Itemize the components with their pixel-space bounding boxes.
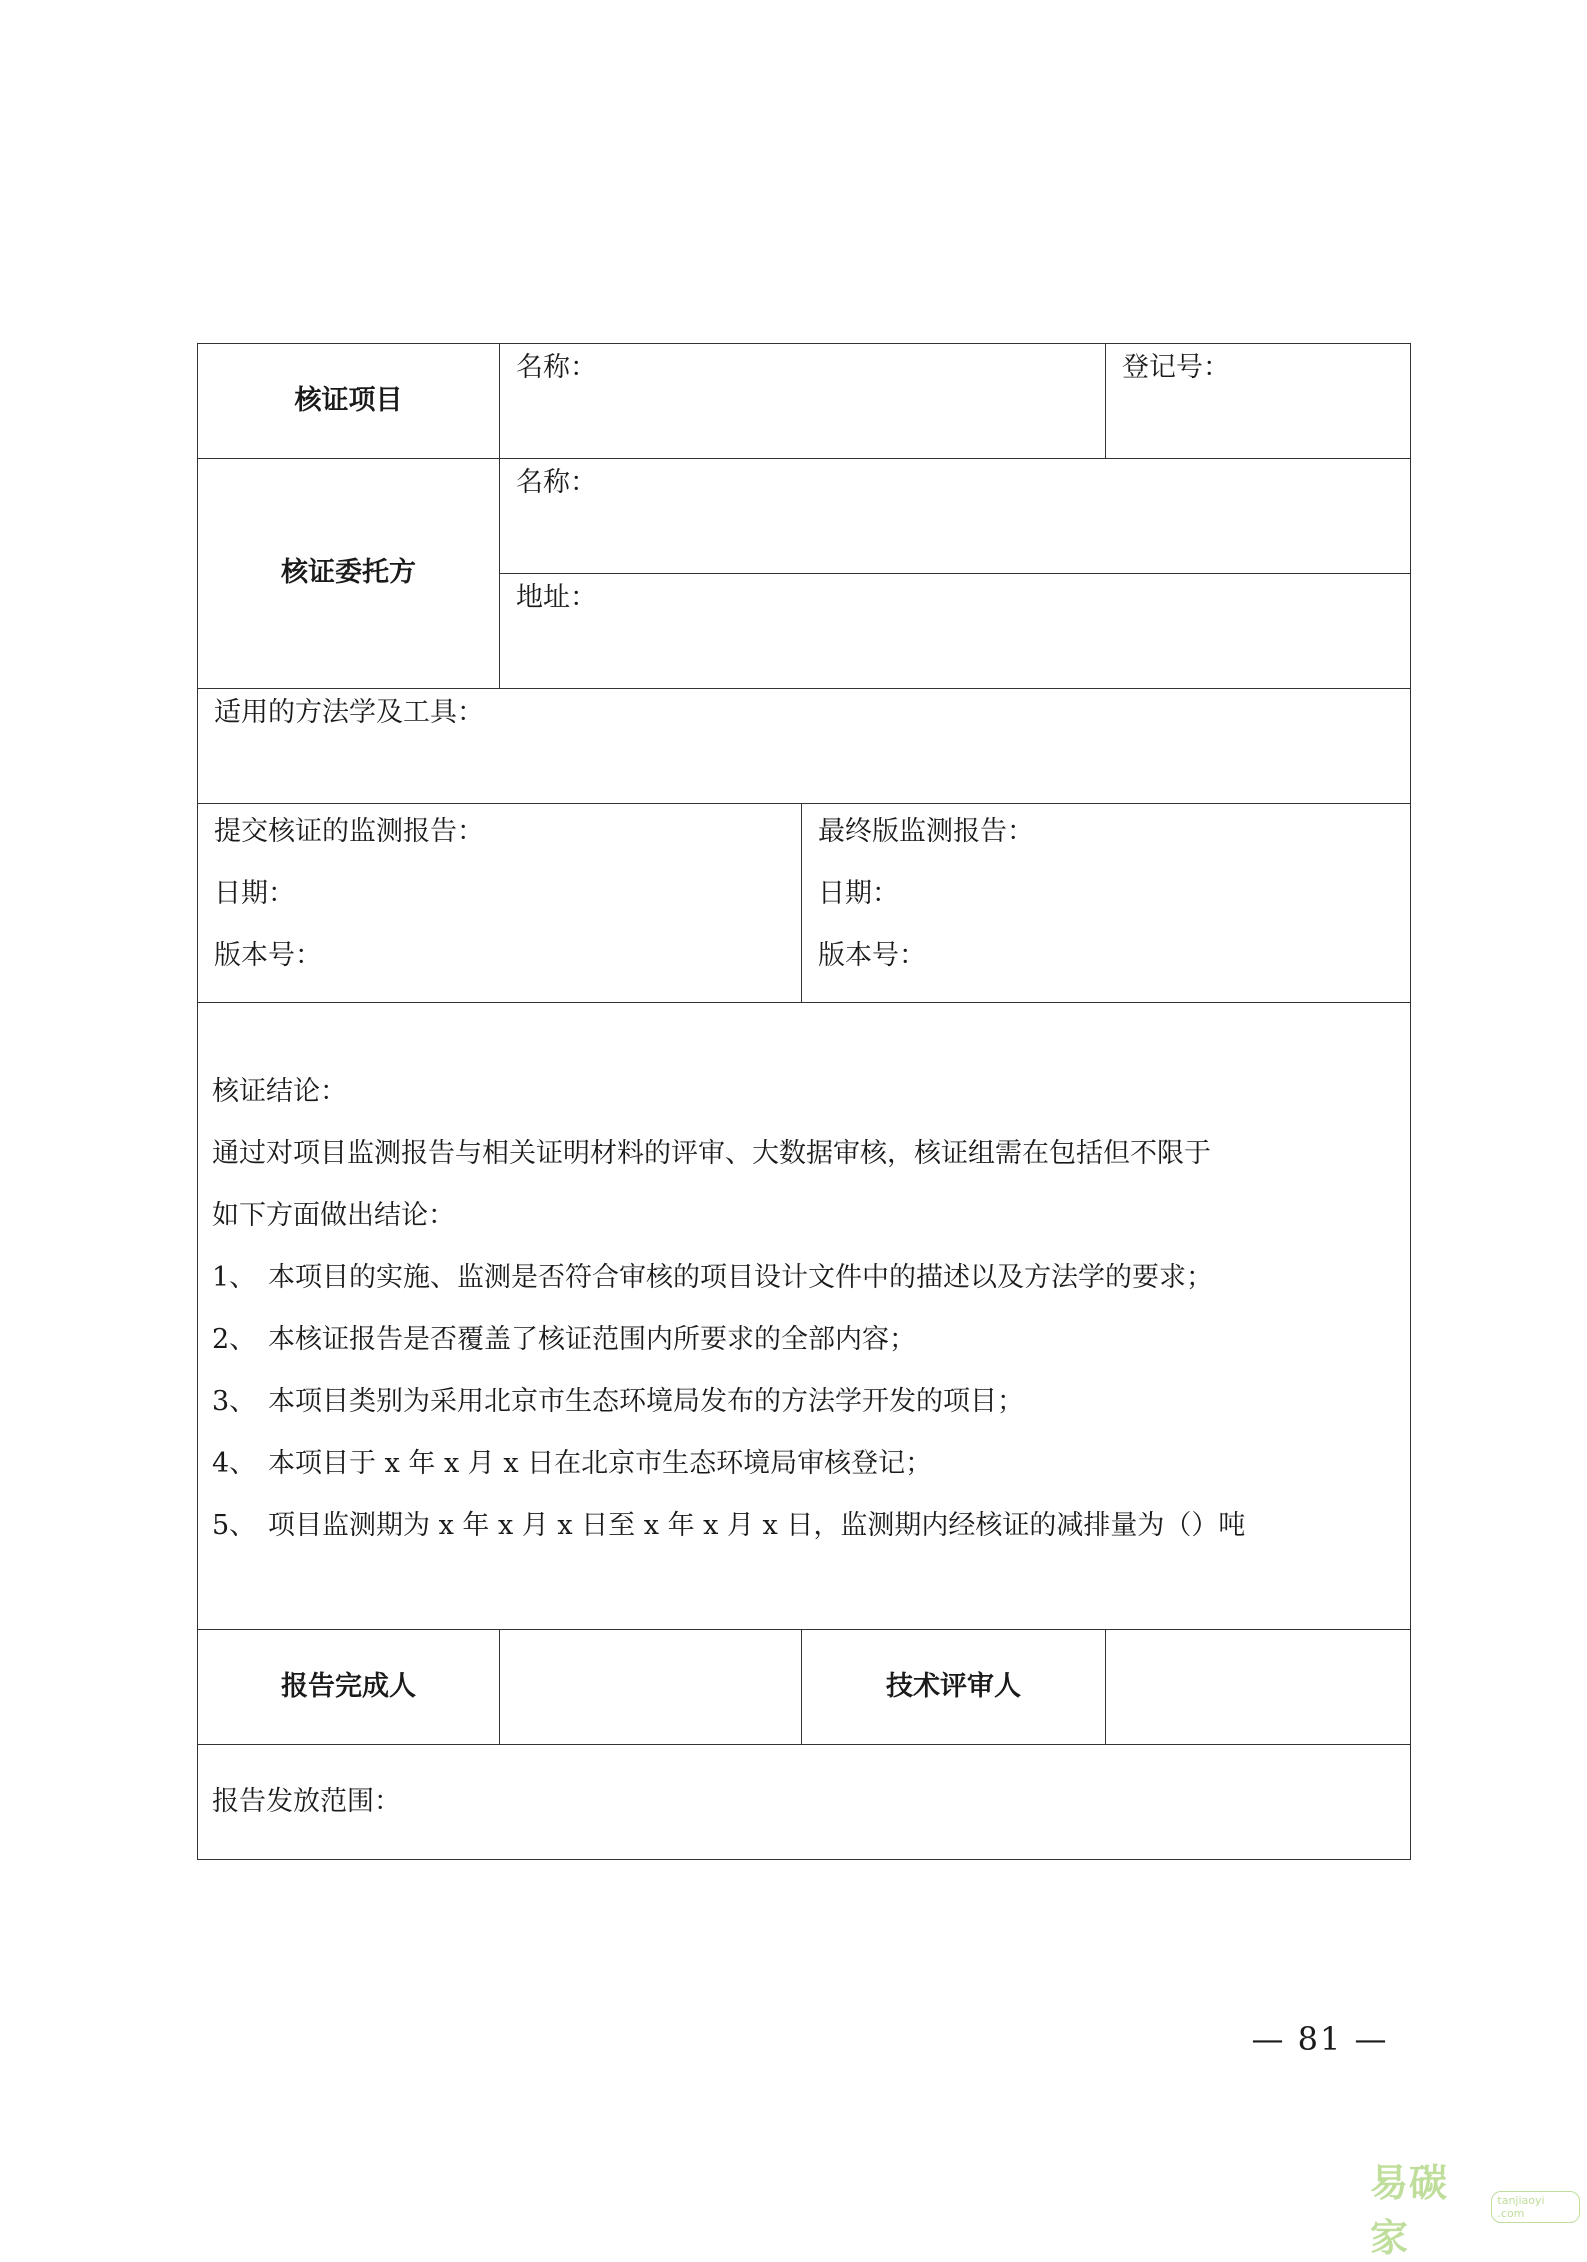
final-report-title: 最终版监测报告： [818, 816, 1034, 847]
conclusion-item [212, 1495, 1396, 1557]
tech-reviewer-field[interactable] [1106, 1630, 1411, 1745]
conclusion-title: 核证结论： [212, 1076, 347, 1107]
watermark-logo-text: 易碳家 [1370, 2161, 1449, 2260]
verification-report-form [197, 343, 1411, 1860]
item-number: 1、 [212, 1262, 257, 1293]
item-number: 2、 [212, 1324, 257, 1355]
conclusion-row [198, 1003, 1411, 1630]
item-number: 5、 [212, 1510, 257, 1541]
project-name-field[interactable] [500, 344, 1106, 459]
tech-reviewer-label: 技术评审人 [802, 1630, 1106, 1745]
submitted-report-version-label: 版本号： [214, 940, 322, 971]
client-address-field[interactable] [500, 574, 1411, 689]
conclusion-item [212, 1433, 1396, 1495]
item-text: 本核证报告是否覆盖了核证范围内所要求的全部内容； [268, 1324, 916, 1355]
submitted-report-date-label: 日期： [214, 878, 295, 909]
conclusion-item [212, 1247, 1396, 1309]
client-name-label: 名称： [516, 467, 597, 498]
methodology-row [198, 689, 1411, 804]
final-report-date-label: 日期： [818, 878, 899, 909]
final-report-version-label: 版本号： [818, 940, 926, 971]
distribution-label: 报告发放范围： [212, 1785, 401, 1817]
conclusion-intro-line1: 通过对项目监测报告与相关证明材料的评审、大数据审核，核证组需在包括但不限于 [212, 1138, 1211, 1169]
conclusion-intro-line2: 如下方面做出结论： [212, 1200, 455, 1231]
final-report-cell[interactable] [802, 804, 1411, 1003]
reports-row [198, 804, 1411, 1003]
distribution-row [198, 1745, 1411, 1860]
methodology-label: 适用的方法学及工具： [214, 697, 484, 728]
conclusion-cell [198, 1003, 1411, 1630]
methodology-field[interactable] [198, 689, 1411, 804]
item-number: 3、 [212, 1386, 257, 1417]
item-text: 本项目于 x 年 x 月 x 日在北京市生态环境局审核登记； [268, 1448, 933, 1479]
signoff-row [198, 1630, 1411, 1745]
report-author-label: 报告完成人 [198, 1630, 500, 1745]
client-label: 核证委托方 [198, 459, 500, 689]
conclusion-item [212, 1309, 1396, 1371]
submitted-report-cell[interactable] [198, 804, 802, 1003]
item-text: 本项目类别为采用北京市生态环境局发布的方法学开发的项目； [268, 1386, 1024, 1417]
distribution-field[interactable] [198, 1745, 1411, 1860]
watermark-badge: tanjiaoyi .com [1491, 2191, 1580, 2223]
project-name-label: 名称： [516, 352, 597, 383]
submitted-report-title: 提交核证的监测报告： [214, 816, 484, 847]
conclusion-item [212, 1371, 1396, 1433]
item-text: 本项目的实施、监测是否符合审核的项目设计文件中的描述以及方法学的要求； [268, 1262, 1213, 1293]
client-name-field[interactable] [500, 459, 1411, 574]
item-number: 4、 [212, 1448, 257, 1479]
item-text: 项目监测期为 x 年 x 月 x 日至 x 年 x 月 x 日，监测期内经核证的减排量为（）吨 [268, 1510, 1246, 1541]
project-row [198, 344, 1411, 459]
project-label: 核证项目 [198, 344, 500, 459]
site-watermark [1370, 2161, 1580, 2260]
page-number: — 81 — [1251, 2020, 1389, 2058]
report-author-field[interactable] [500, 1630, 802, 1745]
client-name-row [198, 459, 1411, 574]
project-reg-label: 登记号： [1122, 352, 1230, 383]
client-address-label: 地址： [516, 582, 597, 613]
project-reg-field[interactable] [1106, 344, 1411, 459]
